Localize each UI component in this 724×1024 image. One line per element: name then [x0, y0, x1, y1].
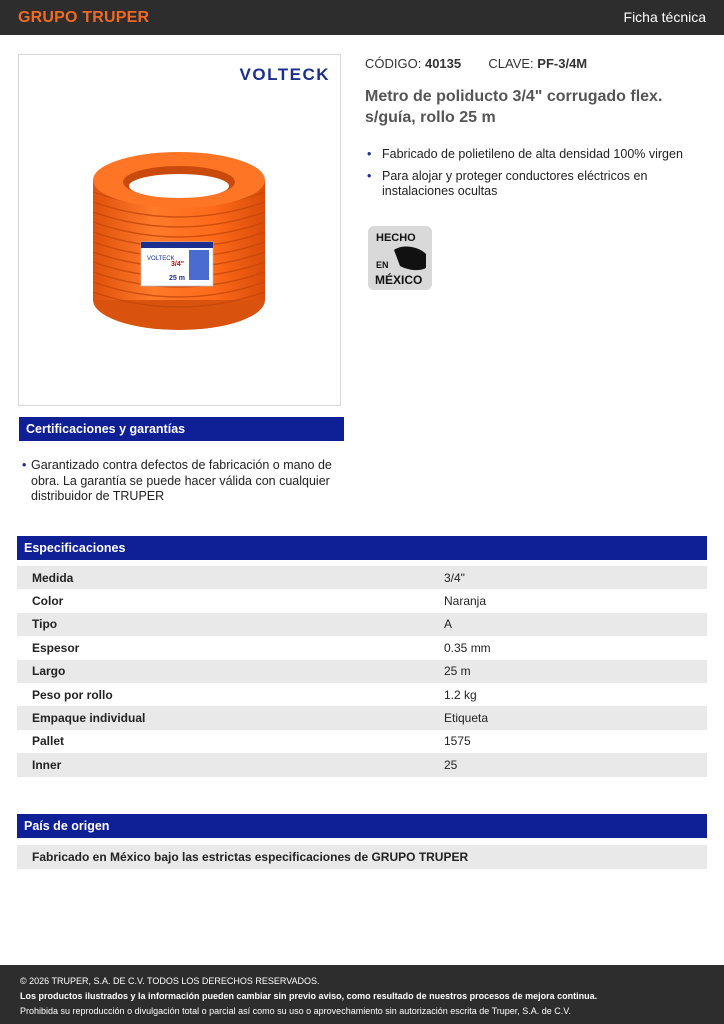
spec-value: 1575 [444, 734, 471, 749]
table-row [17, 589, 707, 612]
table-row [17, 660, 707, 683]
spec-value: Etiqueta [429, 706, 707, 729]
spec-value: A [429, 613, 707, 636]
product-codes [365, 56, 587, 71]
product-image-panel [18, 54, 341, 406]
doc-type-label: Ficha técnica [623, 9, 706, 25]
roll-label-length: 25 m [169, 275, 185, 282]
svg-text:VOLTECK: VOLTECK [147, 256, 175, 262]
brand-logo: GRUPO TRUPER [18, 9, 150, 26]
code-value: 40135 [424, 56, 462, 71]
footer-notice: Los productos ilustrados y la información pueden cambiar sin previo aviso, como resultado de nuestros procesos de mejora continua. [20, 991, 598, 1001]
badge-line2: EN [376, 260, 389, 270]
spec-key: Tipo [17, 613, 429, 636]
table-row [17, 730, 707, 753]
table-row [17, 683, 707, 706]
key-label: CLAVE: [488, 56, 534, 71]
spec-key: Largo [17, 660, 429, 683]
badge-line1: HECHO [376, 232, 416, 244]
badge-line3: MÉXICO [375, 273, 423, 287]
spec-key: Inner [17, 753, 429, 776]
specifications-table [17, 566, 707, 777]
table-row [17, 566, 707, 589]
origin-text: Fabricado en México bajo las estrictas especificaciones de GRUPO TRUPER [17, 845, 707, 869]
origin-heading: País de origen [17, 814, 707, 838]
feature-item: • Para alojar y proteger conductores eléctricos en instalaciones ocultas [365, 169, 710, 200]
spec-value: 25 m [429, 660, 707, 683]
spec-value: 1.2 kg [444, 687, 477, 702]
table-row [17, 636, 707, 659]
spec-value: Naranja [444, 594, 487, 609]
spec-key: Empaque individual [17, 706, 429, 729]
spec-key: Medida [17, 566, 429, 589]
roll-label-size: 3/4" [171, 261, 185, 268]
top-bar [0, 0, 724, 35]
warranty-text: • Garantizado contra defectos de fabricación o mano de obra. La garantía se puede hacer válida con cualquier distribuidor de TRUPER [22, 458, 344, 505]
hecho-en-mexico-badge [368, 226, 432, 290]
certifications-heading: Certificaciones y garantías [19, 417, 344, 441]
spec-key: Color [32, 594, 64, 609]
table-row [17, 706, 707, 729]
spec-value: 25 [429, 753, 707, 776]
spec-key: Peso por rollo [32, 687, 113, 702]
conduit-roll-image [89, 150, 269, 335]
key-value: PF-3/4M [537, 56, 588, 71]
footer-legal: Prohibida su reproducción o divulgación total o parcial así como su uso o aprovechamiento sin autorización escrita de Truper, S.A. de C.V. [20, 1006, 571, 1016]
footer-copyright: © 2026 TRUPER, S.A. DE C.V. TODOS LOS DERECHOS RESERVADOS. [20, 976, 320, 986]
code-label: CÓDIGO: [365, 56, 422, 71]
spec-key: Espesor [32, 640, 80, 655]
table-row [17, 613, 707, 636]
volteck-logo: VOLTECK [239, 65, 330, 84]
feature-list [365, 147, 710, 206]
spec-value: 0.35 mm [444, 640, 491, 655]
feature-item: • Fabricado de polietileno de alta densidad 100% virgen [365, 147, 710, 163]
table-row [17, 753, 707, 776]
spec-value: 3/4" [429, 566, 707, 589]
specifications-heading: Especificaciones [17, 536, 707, 560]
product-title: Metro de poliducto 3/4" corrugado flex. s/guía, rollo 25 m [365, 88, 663, 126]
footer [0, 965, 724, 1024]
spec-key: Pallet [32, 734, 65, 749]
